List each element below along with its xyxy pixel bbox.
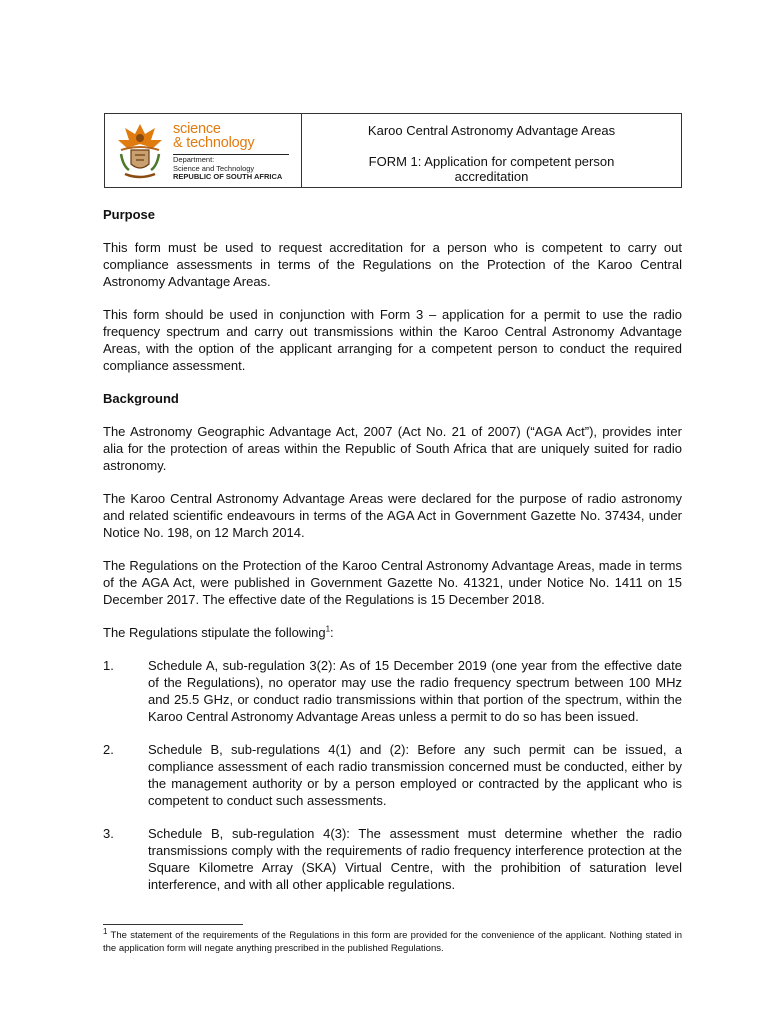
list-item: 1. Schedule A, sub-regulation 3(2): As of 15 December 2019 (one year from the effective date of the Regulations), no operator may use the radio frequency spectrum between 100 MHz and 25.5 GHz, or conduct radio transmissions within that portion of the spectrum, within the Karoo Central Astronomy Advantage Areas unless a permit to do so has been issued. <box>103 658 682 724</box>
header-titles <box>302 114 681 187</box>
department-text: Department: Science and Technology REPUBLIC OF SOUTH AFRICA <box>173 155 283 181</box>
form-title-line1: FORM 1: Application for competent person <box>368 154 615 169</box>
footnote: $^1$ The statement of the requirements of the Regulations in this form are provided for the convenience of the applicant. Nothing stated in the application form will negate anything prescribed in the published Regulations. <box>103 926 682 954</box>
background-heading: Background <box>103 391 179 406</box>
document-body <box>103 206 682 893</box>
background-paragraph-1: The Astronomy Geographic Advantage Act, 2007 (Act No. 21 of 2007) (“AGA Act”), provides inter alia for the protection of areas within the Republic of South Africa that are uniquely suited for radio astronomy. <box>103 424 682 473</box>
background-paragraph-3: The Regulations on the Protection of the Karoo Central Astronomy Advantage Areas, made in terms of the AGA Act, were published in Government Gazette No. 41321, under Notice No. 1411 on 15 December 2017. The effective date of the Regulations is 15 December 2018. <box>103 558 682 607</box>
dst-logo <box>105 114 302 187</box>
purpose-paragraph-2: This form should be used in conjunction with Form 3 – application for a permit to use the radio frequency spectrum and carry out transmissions within the Karoo Central Astronomy Advantage Areas, with the option of the applicant arranging for a competent person to conduct the required compliance assessment. <box>103 307 682 373</box>
coat-of-arms-icon <box>115 120 165 182</box>
document-header <box>104 113 682 188</box>
footnote-ref: 1 <box>325 624 331 634</box>
stipulate-line: The Regulations stipulate the following$^1$: <box>103 624 334 640</box>
purpose-heading: Purpose <box>103 207 156 222</box>
header-title: Karoo Central Astronomy Advantage Areas <box>367 123 616 138</box>
background-paragraph-2: The Karoo Central Astronomy Advantage Areas were declared for the purpose of radio astronomy and related scientific endeavours in terms of the AGA Act in Government Gazette No. 37434, under Notice No. 198, on 12 March 2014. <box>103 491 682 540</box>
footnote-divider <box>103 924 243 925</box>
purpose-paragraph-1: This form must be used to request accreditation for a person who is competent to carry out compliance assessments in terms of the Regulations on the Protection of the Karoo Central Astronomy Advantage Areas. <box>103 240 682 289</box>
list-item: 2. Schedule B, sub-regulations 4(1) and (2): Before any such permit can be issued, a compliance assessment of each radio transmission concerned must be conducted, either by the management authority or by a person employed or contracted by the applicant who is competent to conduct such assessments. <box>103 742 682 808</box>
brand-name: science & technology <box>173 121 255 151</box>
form-title-line2: accreditation <box>454 169 529 184</box>
list-item: 3. Schedule B, sub-regulation 4(3): The assessment must determine whether the radio transmissions comply with the requirements of radio frequency interference protection at the Square Kilometre Array (SKA) Virtual Centre, with the prohibition of saturation level interference, and with all other applicable regulations. <box>103 826 682 892</box>
